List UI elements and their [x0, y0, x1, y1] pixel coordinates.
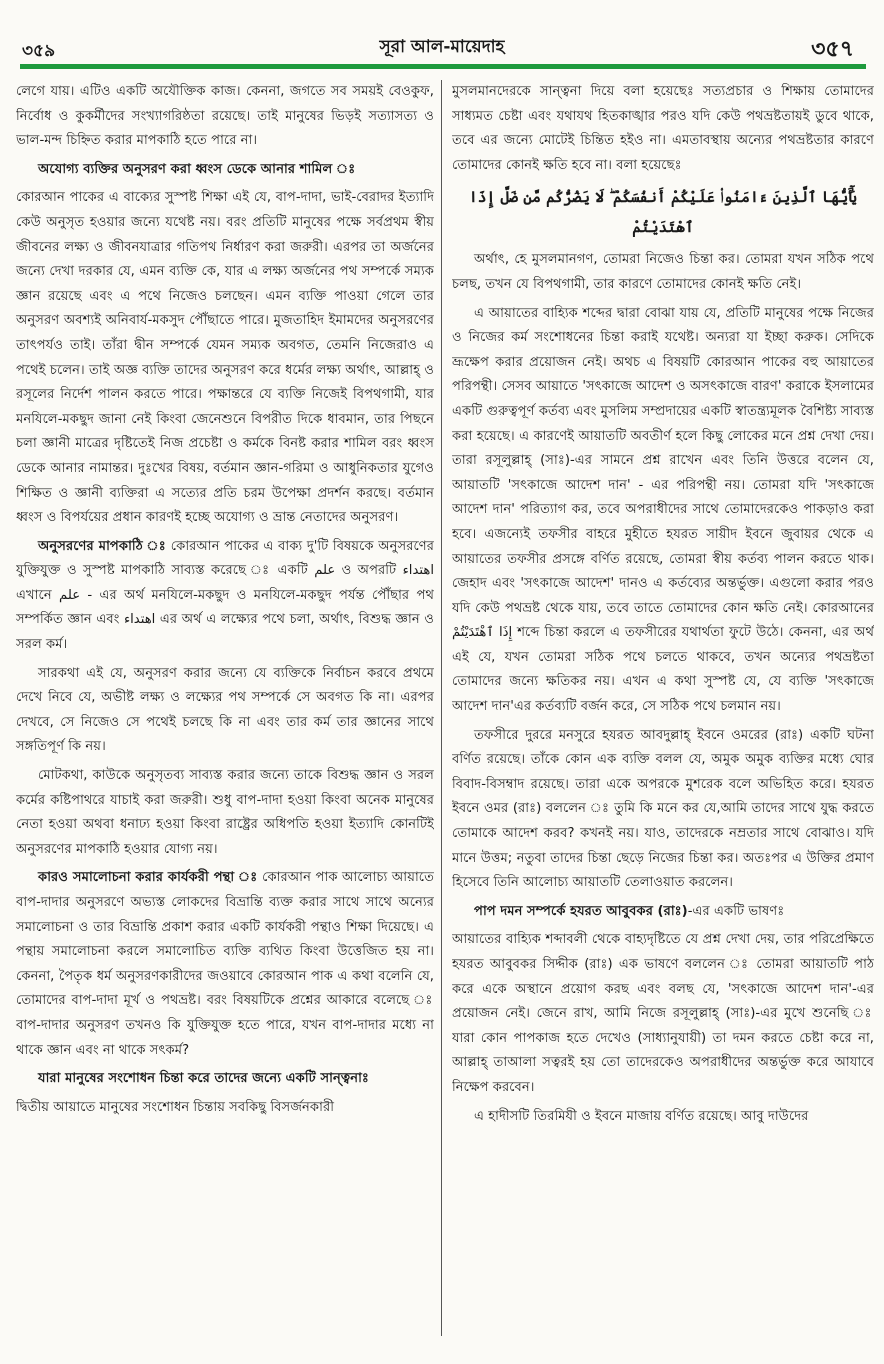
paragraph: কোরআন পাক আলোচ্য আয়াতে বাপ-দাদার অনুসরণে অভ্যস্ত লোকদের বিভ্রান্তি ব্যক্ত করার সাথে সাথে অন্যের সমালোচনা ও তার বিভ্রান্তি প্রকাশ করার একটি কার্যকরী পন্থাও শিক্ষা দিয়েছে। এ পন্থায় সমালোচনা করলে সমালোচিত ব্যক্তি ব্যথিত কিংবা উত্তেজিত হয় না। কেননা, পৈতৃক ধর্ম অনুসরণকারীদের জওয়াবে কোরআন পাক এ কথা বলেনি যে, তোমাদের বাপ-দাদা মূর্খ ও পথভ্রষ্ট। বরং বিষয়টিকে প্রশ্নের আকারে বলেছে ঃ বাপ-দাদার অনুসরণ তখনও কি যুক্তিযুক্ত হতে পারে, যখন বাপ-দাদার মধ্যে না থাকে জ্ঞান এবং না থাকে সৎকর্ম?: [16, 870, 434, 1058]
paragraph: আয়াতের বাহ্যিক শব্দাবলী থেকে বাহ্যদৃষ্টিতে যে প্রশ্ন দেখা দেয়, তার পরিপ্রেক্ষিতে হযরত আবুবকর সিদ্দীক (রাঃ) এক ভাষণে বললেন ঃ তোমরা আয়াতটি পাঠ করে একে অস্থানে প্রয়োগ করছ এবং বলছ যে, 'সৎকাজে আদেশ দান'-এর প্রয়োজন নেই। জেনে রাখ, আমি নিজে রসূলুল্লাহ্ (সাঃ)-এর মুখে শুনেছি ঃ যারা কোন পাপকাজ হতে দেখেও (সাধ্যানুযায়ী) তা দমন করতে চেষ্টা করে না, আল্লাহ্ তাআলা সত্বরই হয় তো তাদেরকেও অপরাধীদের অন্তর্ভুক্ত করে আযাবে নিক্ষেপ করবেন।: [452, 932, 874, 1095]
running-title: সূরা আল-মায়েদাহ: [379, 37, 505, 57]
paragraph: তফসীরে দুররে মনসুরে হযরত আবদুল্লাহ্ ইবনে ওমরের (রাঃ) একটি ঘটনা বর্ণিত রয়েছে। তাঁকে কোন এক ব্যক্তি বলল যে, অমুক অমুক ব্যক্তির মধ্যে ঘোর বিবাদ-বিসম্বাদ রয়েছে। তারা একে অপরকে মুশরেক বলে অভিহিত করে। হযরত ইবনে ওমর (রাঃ) বললেন ঃ তুমি কি মনে কর যে,আমি তাদের সাথে যুদ্ধ করতে তোমাকে আদেশ করব? কখনই নয়। যাও, তাদেরকে নম্রতার সাথে বোঝাও। যদি মানে উত্তম; নতুবা তাদের চিন্তা ছেড়ে নিজের চিন্তা কর। অতঃপর এ উক্তির প্রমাণ হিসেবে তিনি আলোচ্য আয়াতটি তেলাওয়াত করলেন।: [452, 727, 874, 891]
paragraph: এ আয়াতের বাহ্যিক শব্দের দ্বারা বোঝা যায় যে, প্রতিটি মানুষের পক্ষে নিজের ও নিজের কর্ম সংশোধনের চিন্তা করাই যথেষ্ট। অন্যরা যা ইচ্ছা করুক। সেদিকে ভ্রূক্ষেপ করার প্রয়োজন নেই। অথচ এ বিষয়টি কোরআন পাকের বহু আয়াতের পরিপন্থী। সেসব আয়াতে 'সৎকাজে আদেশ ও অসৎকাজে বারণ' করাকে ইসলামের একটি গুরুত্বপূর্ণ কর্তব্য এবং মুসলিম সম্প্রদায়ের একটি স্বাতন্ত্র্যমূলক বৈশিষ্ট্য সাব্যস্ত করা হয়েছে। এ কারণেই আয়াতটি অবতীর্ণ হলে কিছু লোকের মনে প্রশ্ন দেখা দেয়। তারা রসূলুল্লাহ্ (সাঃ)-এর সামনে প্রশ্ন রাখেন এবং তিনি উত্তরে বলেন যে, আয়াতটি 'সৎকাজে আদেশ দান' - এর পরিপন্থী নয়। তোমরা যদি 'সৎকাজে আদেশ দান' পরিত্যাগ কর, তবে অপরাধীদের সাথে তোমাদেরকেও পাকড়াও করা হবে। এজন্যেই তফসীর বাহরে মুহীতে হযরত সায়ীদ ইবনে জুবায়র থেকে এ আয়াতের তফসীর প্রসঙ্গে বর্ণিত রয়েছে, তোমরা স্বীয় কর্তব্য পালন করতে থাক। জেহাদ এবং 'সৎকাজে আদেশ' দানও এ কর্তব্যের অন্তর্ভুক্ত। এগুলো করার পরও যদি কেউ পথভ্রষ্ট থেকে যায়, তবে তাতে তোমাদের কোন ক্ষতি নেই। কোরআনের إِذَا ٱهْتَدَيْتُمْ শব্দে চিন্তা করলে এ তফসীরের যথার্থতা ফুটে উঠে। কেননা, এর অর্থ এই যে, যখন তোমরা সঠিক পথে চলতে থাকবে, তখন অন্যের পথভ্রষ্টতা তোমাদের জন্যে ক্ষতিকর নয়। এখন এ কথা সুস্পষ্ট যে, যে ব্যক্তি 'সৎকাজে আদেশ দান'এর কর্তব্যটি বর্জন করে, সে সঠিক পথে চলমান নয়।: [452, 305, 874, 715]
paragraph: দ্বিতীয় আয়াতে মানুষের সংশোধন চিন্তায় সবকিছু বিসর্জনকারী: [16, 1099, 334, 1115]
arabic-verse: يَٰٓأَيُّهَا ٱلَّذِينَ ءَامَنُوا۟ عَلَيْكُمْ أَنفُسَكُمْ ۖ لَا يَضُرُّكُم مَّن ضَلَّ إِذَا ٱهْتَدَيْتُمْ: [468, 188, 858, 237]
page-number-right: ৩৫৭: [811, 37, 854, 62]
paragraph: কোরআন পাকের এ বাক্য দু'টি বিষয়কে অনুসরণের যুক্তিযুক্ত ও সুস্পষ্ট মাপকাঠি সাব্যস্ত করেছে ঃ একটি علم ও অপরটি اهتداء এখানে علم - এর অর্থ মনযিলে-মকছুদ ও মনযিলে-মকছুদ পর্যন্ত পৌঁছার পথ সম্পর্কিত জ্ঞান এবং اهتداء এর অর্থ এ লক্ষ্যের পথে চলা, অর্থাৎ, বিশুদ্ধ জ্ঞান ও সরল কর্ম।: [16, 538, 434, 653]
column-divider: [441, 80, 442, 1336]
left-column: [16, 80, 434, 1346]
section-heading-tail: -এর একটি ভাষণঃ: [687, 903, 785, 919]
paragraph: অর্থাৎ, হে মুসলমানগণ, তোমরা নিজেও চিন্তা কর। তোমরা যখন সঠিক পথে চলছ, তখন যে বিপথগামী, তার কারণে তোমাদের কোনই ক্ষতি নেই।: [452, 252, 874, 292]
paragraph: লেগে যায়। এটিও একটি অযৌক্তিক কাজ। কেননা, জগতে সব সময়ই বেওকুফ, নির্বোধ ও কুকর্মীদের সংখ্যাগরিষ্ঠতা রয়েছে। তাই মানুষের ভিড়ই সত্যাসত্য ও ভাল-মন্দ চিহ্নিত করার মাপকাঠি হতে পারে না।: [16, 84, 434, 149]
section-heading: যারা মানুষের সংশোধন চিন্তা করে তাদের জন্যে একটি সান্ত্বনাঃ: [38, 1071, 369, 1087]
paragraph: মোটকথা, কাউকে অনুসৃতব্য সাব্যস্ত করার জন্যে তাকে বিশুদ্ধ জ্ঞান ও সরল কর্মের কষ্টিপাথরে যাচাই করা জরুরী। শুধু বাপ-দাদা হওয়া কিংবা অনেক মানুষের নেতা হওয়া অথবা ধনাঢ্য হওয়া কিংবা রাষ্ট্রের অধিপতি হওয়া ইত্যাদি কোনটিই অনুসরণের মাপকাঠি হওয়ার যোগ্য নয়।: [16, 768, 434, 857]
page-header: [0, 0, 884, 62]
section-heading: কারও সমালোচনা করার কার্যকরী পন্থা ঃ: [38, 870, 258, 886]
paragraph: মুসলমানদেরকে সান্ত্বনা দিয়ে বলা হয়েছেঃ সত্যপ্রচার ও শিক্ষায় তোমাদের সাধ্যমত চেষ্টা এবং যথাযথ হিতকাঙ্খার পরও যদি কেউ পথভ্রষ্টতায়ই ডুবে থাকে, তবে এর জন্যে মোটেই চিন্তিত হইও না। এমতাবস্থায় অন্যের পথভ্রষ্টতার কারণে তোমাদের কোনই ক্ষতি হবে না। বলা হয়েছেঃ: [452, 84, 874, 173]
paragraph: কোরআন পাকের এ বাক্যের সুস্পষ্ট শিক্ষা এই যে, বাপ-দাদা, ভাই-বেরাদর ইত্যাদি কেউ অনুসৃত হওয়ার জন্যে যথেষ্ট নয়। বরং প্রতিটি মানুষের পক্ষে সর্বপ্রথম স্বীয় জীবনের লক্ষ্য ও জীবনযাত্রার গতিপথ নির্ধারণ করা জরুরী। এরপর তা অর্জনের জন্যে দেখা দরকার যে, এমন ব্যক্তি কে, যার এ লক্ষ্য অর্জনের পথ সম্পর্কে সম্যক জ্ঞান রয়েছে এবং এ পথে নিজেও চলছেন। এমন ব্যক্তি পাওয়া গেলে তার অনুসরণ অবশ্যই অনিবার্য-মকসুদ পৌঁছাতে পারে। মুজতাহিদ ইমামদের অনুসরণের তাৎপর্যও তাই। তাঁরা দ্বীন সম্পর্কে যেমন সম্যক অবগত, তেমনি নিজেরাও এ পথেই চলেন। তাই অজ্ঞ ব্যক্তি তাদের অনুসরণ করে ধর্মের লক্ষ্য অর্থাৎ, আল্লাহ্ ও রসূলের নির্দেশ পালন করতে পারে। পক্ষান্তরে যে ব্যক্তি নিজেই বিপথগামী, যার মনযিলে-মকছুদ জানা নেই কিংবা জেনেশুনে বিপরীত দিকে ধাবমান, তার পিছনে চলা জ্ঞানী মাত্রের দৃষ্টিতেই নিজ প্রচেষ্টা ও কর্মকে বিনষ্ট করার শামিল বরং ধ্বংস ডেকে আনার নামান্তর। দুঃখের বিষয়, বর্তমান জ্ঞান-গরিমা ও আধুনিকতার যুগেও শিক্ষিত ও জ্ঞানী ব্যক্তিরা এ সত্যের প্রতি চরম উপেক্ষা প্রদর্শন করছে। বর্তমান ধ্বংস ও বিপর্যয়ের প্রধান কারণই হচ্ছে অযোগ্য ও ভ্রান্ত নেতাদের অনুসরণ।: [16, 190, 434, 526]
paragraph: এ হাদীসটি তিরমিযী ও ইবনে মাজায় বর্ণিত রয়েছে। আবু দাউদের: [474, 1108, 809, 1124]
header-rule: [20, 64, 866, 69]
page-number-left: ৩৫৯: [22, 41, 56, 61]
section-heading: অযোগ্য ব্যক্তির অনুসরণ করা ধ্বংস ডেকে আনার শামিল ঃ: [38, 161, 356, 177]
right-column: [452, 80, 874, 1346]
paragraph: সারকথা এই যে, অনুসরণ করার জন্যে যে ব্যক্তিকে নির্বাচন করবে প্রথমে দেখে নিবে যে, অভীষ্ট লক্ষ্য ও লক্ষ্যের পথ সম্পর্কে সে অবগত কি না। এরপর দেখবে, সে নিজেও সে পথেই চলছে কি না এবং তার কর্ম তার জ্ঞানের সাথে সঙ্গতিপূর্ণ কি নয়।: [16, 665, 434, 755]
section-heading: অনুসরণের মাপকাঠি ঃ: [38, 538, 167, 554]
section-heading: পাপ দমন সম্পর্কে হযরত আবুবকর (রাঃ): [474, 903, 688, 919]
